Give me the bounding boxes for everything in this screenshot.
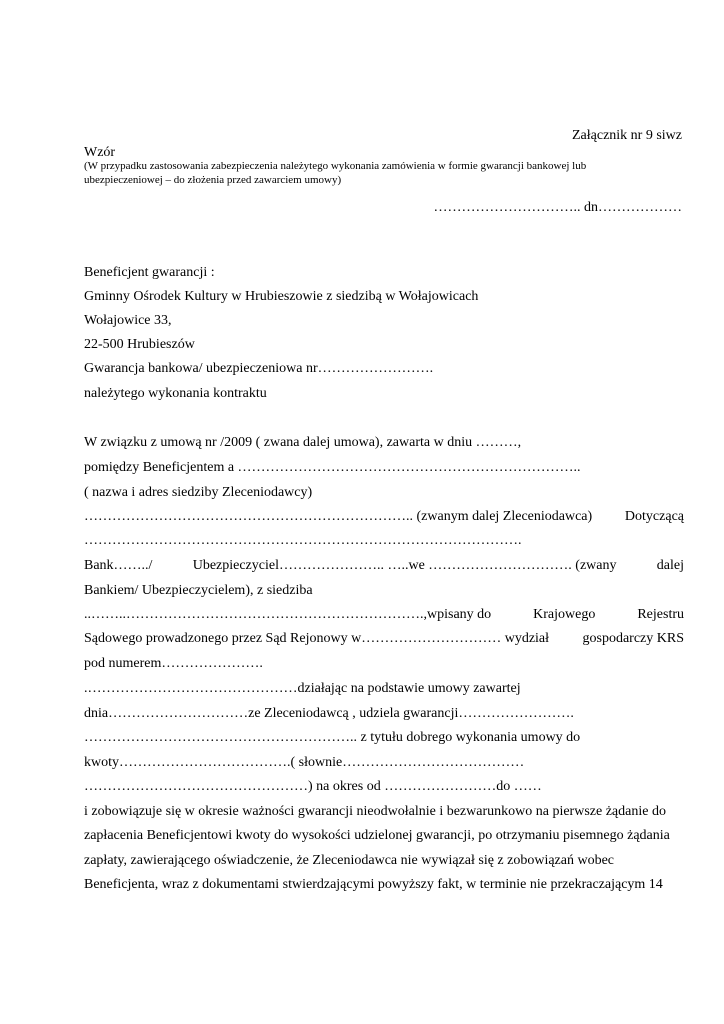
- body-line-7: Bankiem/ Ubezpieczycielem), z siedziba: [84, 583, 313, 598]
- guarantee-type: należytego wykonania kontraktu: [84, 386, 267, 401]
- body-line-8: [84, 606, 684, 624]
- body-line-6-end: dalej: [656, 558, 684, 573]
- body-line-16: i zobowiązuje się w okresie ważności gwarancji nieodwołalnie i bezwarunkowo na pierwsze żądanie do: [84, 804, 666, 819]
- body-line-2: pomiędzy Beneficjentem a ………………………………………………………………..: [84, 460, 581, 475]
- body-line-13: ………………………………………………….. z tytułu dobrego wykonania umowy do: [84, 730, 581, 745]
- body-line-8-word: Krajowego: [533, 607, 596, 622]
- template-label: Wzór: [84, 145, 116, 160]
- beneficiary-city: 22-500 Hrubieszów: [84, 337, 195, 352]
- body-line-8-text: ..……..……………………………………………………….,wpisany do: [84, 607, 492, 622]
- place-date-line: ………………………….. dn………………: [433, 200, 682, 215]
- body-line-5: ………………………………………………………………………………….: [84, 533, 522, 548]
- body-line-6-bank: Bank……../: [84, 558, 153, 573]
- body-line-4-end: Dotyczącą: [624, 509, 684, 524]
- body-line-19: Beneficjenta, wraz z dokumentami stwierdzającymi powyższy fakt, w terminie nie przekraczającym 14: [84, 877, 663, 892]
- beneficiary-label: Beneficjent gwarancji :: [84, 265, 215, 280]
- body-line-14: kwoty……………………………….( słownie…………………………………: [84, 755, 525, 770]
- body-line-9: [84, 630, 684, 648]
- body-line-11: .………………………………………działając na podstawie umowy zawartej: [84, 681, 521, 696]
- body-line-4-text: …………………………………………………………….. (zwanym dalej Zleceniodawca): [84, 509, 593, 524]
- guarantee-number: Gwarancja bankowa/ ubezpieczeniowa nr…………………….: [84, 361, 434, 376]
- body-line-8-end: Rejestru: [637, 607, 684, 622]
- beneficiary-name: Gminny Ośrodek Kultury w Hrubieszowie z siedzibą w Wołajowicach: [84, 289, 479, 304]
- body-line-17: zapłacenia Beneficjentowi kwoty do wysokości udzielonej gwarancji, po otrzymaniu pisemnego żądania: [84, 828, 670, 843]
- body-line-1: W związku z umową nr /2009 ( zwana dalej umowa), zawarta w dniu ………,: [84, 435, 522, 450]
- body-line-3: ( nazwa i adres siedziby Zleceniodawcy): [84, 485, 313, 500]
- beneficiary-street: Wołajowice 33,: [84, 313, 172, 328]
- body-line-18: zapłaty, zawierającego oświadczenie, że Zleceniodawca nie wywiązał się z zobowiązań wobec: [84, 853, 615, 868]
- body-line-6: [84, 557, 684, 575]
- body-line-9-text: Sądowego prowadzonego przez Sąd Rejonowy w………………………… wydział: [84, 631, 550, 646]
- note-line-1: (W przypadku zastosowania zabezpieczenia należytego wykonania zamówienia w formie gwarancji bankowej lub: [84, 160, 587, 172]
- body-line-10: pod numerem………………….: [84, 656, 263, 671]
- attachment-label: Załącznik nr 9 siwz: [571, 128, 682, 143]
- note-line-2: ubezpieczeniowej – do złożenia przed zawarciem umowy): [84, 174, 342, 186]
- body-line-4: [84, 508, 684, 526]
- body-line-15: …………………………………………) na okres od ……………………do ……: [84, 779, 542, 794]
- body-line-6-insurer: Ubezpieczyciel………………….. …..we …………………………. (zwany: [192, 558, 617, 573]
- body-line-12: dnia…………………………ze Zleceniodawcą , udziela gwarancji…………………….: [84, 706, 574, 721]
- body-line-9-end: gospodarczy KRS: [582, 631, 684, 646]
